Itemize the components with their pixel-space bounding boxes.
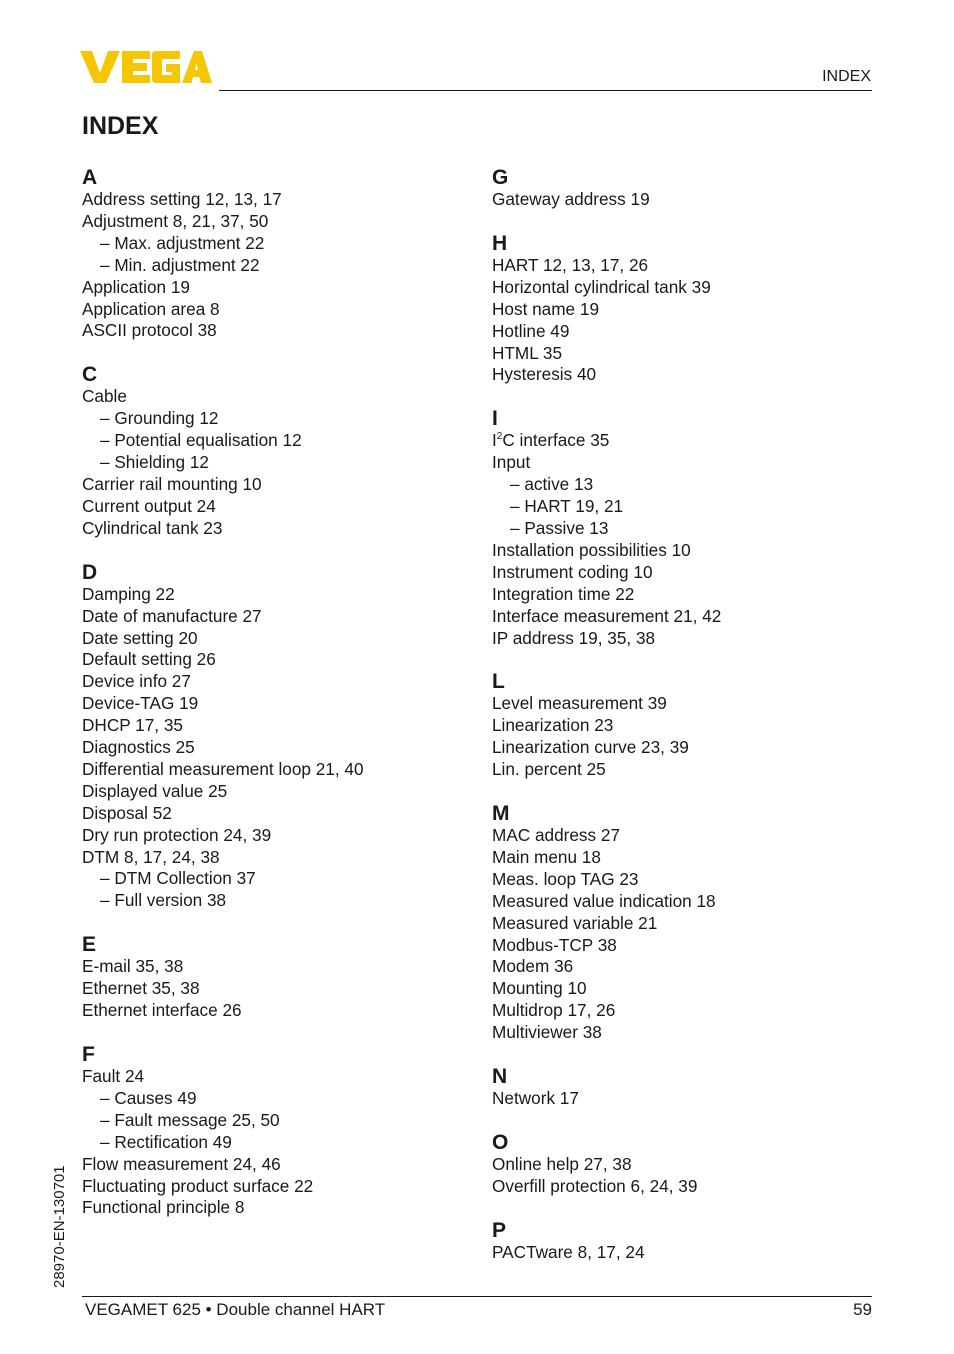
index-entry: HART 12, 13, 17, 26 (492, 254, 649, 275)
index-section-f (82, 1043, 482, 1219)
index-entry: Multidrop 17, 26 (492, 1000, 616, 1021)
index-subentry: – Causes 49 (100, 1087, 197, 1108)
index-entry: Online help 27, 38 (492, 1154, 632, 1174)
section-letter: M (492, 802, 510, 826)
index-entry: Linearization curve 23, 39 (492, 737, 689, 758)
index-entry: DTM 8, 17, 24, 38 (82, 846, 220, 867)
index-entry: DHCP 17, 35 (82, 715, 183, 736)
section-letter: A (82, 166, 98, 189)
index-entry: Measured value indication 18 (492, 890, 716, 911)
section-letter: G (492, 166, 509, 189)
footer-rule (82, 1296, 872, 1297)
index-subentry: – Rectification 49 (100, 1131, 232, 1152)
index-entry: Disposal 52 (82, 802, 172, 823)
section-letter: H (492, 231, 508, 255)
index-subentry: – Potential equalisation 12 (100, 430, 302, 451)
index-entry: PACTware 8, 17, 24 (492, 1241, 645, 1262)
index-entry: Address setting 12, 13, 17 (82, 189, 282, 209)
index-entry: Functional principle 8 (82, 1197, 245, 1218)
index-entry: Modbus-TCP 38 (492, 934, 617, 955)
entry-prefix: I (492, 430, 497, 451)
index-subentry: – HART 19, 21 (510, 496, 624, 517)
header-rule (219, 90, 872, 91)
index-entry: Default setting 26 (82, 649, 216, 670)
index-subentry: – Max. adjustment 22 (100, 232, 265, 253)
index-subentry: – Passive 13 (510, 517, 609, 538)
index-entry: Mounting 10 (492, 978, 587, 999)
index-section-e (82, 933, 482, 1022)
index-section-m (492, 802, 892, 1044)
page-number: 59 (853, 1300, 872, 1319)
page-title: INDEX (82, 112, 159, 140)
entry-text: C interface 35 (502, 430, 610, 451)
index-section-o (492, 1131, 892, 1198)
index-entry: Fluctuating product surface 22 (82, 1175, 314, 1196)
index-entry: Carrier rail mounting 10 (82, 473, 262, 494)
footer-document-title: VEGAMET 625 • Double channel HART (85, 1300, 386, 1319)
index-entry: Measured variable 21 (492, 912, 658, 933)
index-entry: Meas. loop TAG 23 (492, 868, 639, 889)
index-entry: ASCII protocol 38 (82, 320, 217, 341)
index-entry: Horizontal cylindrical tank 39 (492, 276, 711, 297)
index-section-a (82, 166, 482, 342)
index-entry: Host name 19 (492, 298, 600, 319)
index-entry: Instrument coding 10 (492, 561, 653, 582)
index-entry: Date setting 20 (82, 627, 198, 648)
document-code: 28970-EN-130701 (51, 1165, 68, 1288)
index-subentry: – DTM Collection 37 (100, 868, 256, 889)
index-entry: Installation possibilities 10 (492, 539, 691, 560)
index-entry: MAC address 27 (492, 825, 621, 846)
index-section-i (492, 407, 892, 649)
index-entry: Integration time 22 (492, 583, 635, 604)
index-section-l (492, 670, 892, 781)
index-entry: Network 17 (492, 1088, 579, 1109)
index-section-p (492, 1219, 892, 1264)
section-letter: N (492, 1065, 508, 1089)
index-section-g (492, 166, 892, 211)
index-subentry: – Shielding 12 (100, 452, 209, 473)
index-subentry: – Min. adjustment 22 (100, 254, 260, 275)
index-entry: Cylindrical tank 23 (82, 517, 223, 538)
index-entry: Multiviewer 38 (492, 1022, 602, 1043)
entry-superscript: 2 (496, 431, 503, 443)
index-entry: Ethernet interface 26 (82, 1000, 242, 1021)
index-entry: Application 19 (82, 276, 190, 297)
index-entry: Fault 24 (82, 1066, 145, 1086)
index-entry: Flow measurement 24, 46 (82, 1153, 281, 1174)
index-entry: Hysteresis 40 (492, 364, 597, 385)
index-entry: Current output 24 (82, 495, 216, 516)
section-letter: D (82, 560, 98, 584)
index-entry: Gateway address 19 (492, 189, 650, 209)
index-entry: E-mail 35, 38 (82, 956, 184, 977)
index-column-left (82, 166, 482, 1240)
index-entry: Differential measurement loop 21, 40 (82, 758, 364, 779)
index-entry: Date of manufacture 27 (82, 605, 262, 626)
section-letter: L (492, 670, 505, 694)
index-entry: Ethernet 35, 38 (82, 978, 200, 999)
index-entry: Linearization 23 (492, 715, 614, 736)
index-subentry: – Fault message 25, 50 (100, 1109, 280, 1130)
section-letter: F (82, 1043, 95, 1066)
index-section-d (82, 561, 482, 913)
index-entry: Cable (82, 386, 127, 407)
index-section-h (492, 232, 892, 386)
index-entry: Lin. percent 25 (492, 759, 606, 780)
section-letter: I (492, 407, 498, 431)
header-section-label: INDEX (822, 68, 871, 85)
index-entry: Dry run protection 24, 39 (82, 824, 272, 845)
index-entry: Input (492, 452, 531, 473)
index-entry: Modem 36 (492, 956, 574, 977)
section-letter: P (492, 1218, 507, 1242)
index-section-n (492, 1065, 892, 1110)
index-entry: Level measurement 39 (492, 693, 667, 714)
index-entry: Adjustment 8, 21, 37, 50 (82, 210, 269, 231)
index-entry (492, 430, 892, 452)
index-entry: Displayed value 25 (82, 780, 228, 801)
index-entry: Hotline 49 (492, 320, 570, 341)
index-entry: Interface measurement 21, 42 (492, 605, 722, 626)
index-entry: Device-TAG 19 (82, 693, 199, 714)
index-entry: Diagnostics 25 (82, 737, 195, 758)
index-entry: Damping 22 (82, 583, 175, 604)
index-subentry: – Full version 38 (100, 890, 227, 911)
index-section-c (82, 363, 482, 539)
index-column-right (492, 166, 892, 1285)
index-entry: Main menu 18 (492, 846, 601, 867)
index-entry: Device info 27 (82, 671, 191, 692)
index-entry: Application area 8 (82, 298, 220, 319)
section-letter: C (82, 363, 98, 387)
section-letter: O (492, 1131, 509, 1154)
vega-logo (80, 50, 212, 84)
index-subentry: – active 13 (510, 474, 594, 495)
index-subentry: – Grounding 12 (100, 408, 219, 429)
index-entry: HTML 35 (492, 342, 563, 363)
section-letter: E (82, 933, 97, 957)
index-entry: IP address 19, 35, 38 (492, 627, 656, 648)
index-entry: Overfill protection 6, 24, 39 (492, 1175, 698, 1196)
